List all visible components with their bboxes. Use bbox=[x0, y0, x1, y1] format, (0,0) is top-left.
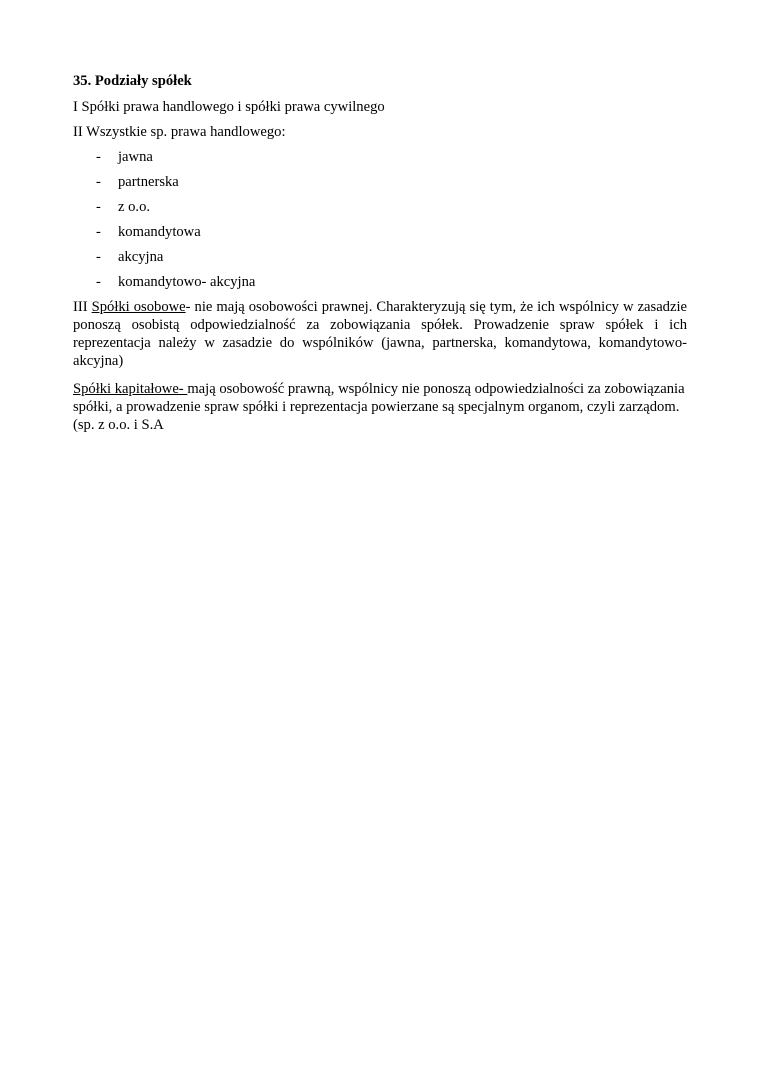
paragraph-capital-companies bbox=[73, 380, 687, 434]
term-capital-companies: Spółki kapitałowe- bbox=[73, 381, 188, 397]
company-type-list bbox=[73, 148, 687, 291]
list-item-text: z o.o. bbox=[118, 199, 151, 215]
list-item-text: komandytowa bbox=[118, 224, 201, 240]
list-dash: - bbox=[96, 174, 101, 190]
document-title: 35. Podziały spółek bbox=[73, 73, 192, 89]
list-item bbox=[73, 148, 687, 166]
list-item bbox=[73, 223, 687, 241]
list-dash: - bbox=[96, 249, 101, 265]
paragraph-company-types: I Spółki prawa handlowego i spółki prawa cywilnego bbox=[73, 99, 385, 115]
list-item bbox=[73, 248, 687, 266]
paragraph-partnership-companies bbox=[73, 298, 687, 370]
list-dash: - bbox=[96, 199, 101, 215]
list-dash: - bbox=[96, 224, 101, 240]
section-prefix: III bbox=[73, 299, 92, 315]
section-text: - nie mają osobowości prawnej. Charakteryzują się tym, że ich wspólnicy w zasadzie ponoszą osobistą odpowiedzialność za zobowiązania spółek. Prowadzenie spraw spółek i ich reprezentacja należy w zasadzie do wspólników (jawna, partnerska, komandytowa, komandytowo- akcyjna) bbox=[73, 299, 687, 369]
list-item bbox=[73, 198, 687, 216]
document-page bbox=[73, 72, 687, 441]
list-item-text: jawna bbox=[118, 149, 153, 165]
list-dash: - bbox=[96, 274, 101, 290]
paragraph-commercial-companies: II Wszystkie sp. prawa handlowego: bbox=[73, 124, 286, 140]
list-item-text: partnerska bbox=[118, 174, 179, 190]
list-item-text: akcyjna bbox=[118, 249, 164, 265]
term-partnership-companies: Spółki osobowe bbox=[91, 299, 186, 315]
section-text: mają osobowość prawną, wspólnicy nie ponoszą odpowiedzialności za zobowiązania spółki, a prowadzenie spraw spółki i reprezentacja powierzane są specjalnym organom, czyli zarządom.(sp. z o.o. i S.A bbox=[73, 381, 685, 433]
list-item bbox=[73, 173, 687, 191]
list-item bbox=[73, 273, 687, 291]
list-item-text: komandytowo- akcyjna bbox=[118, 274, 256, 290]
list-dash: - bbox=[96, 149, 101, 165]
